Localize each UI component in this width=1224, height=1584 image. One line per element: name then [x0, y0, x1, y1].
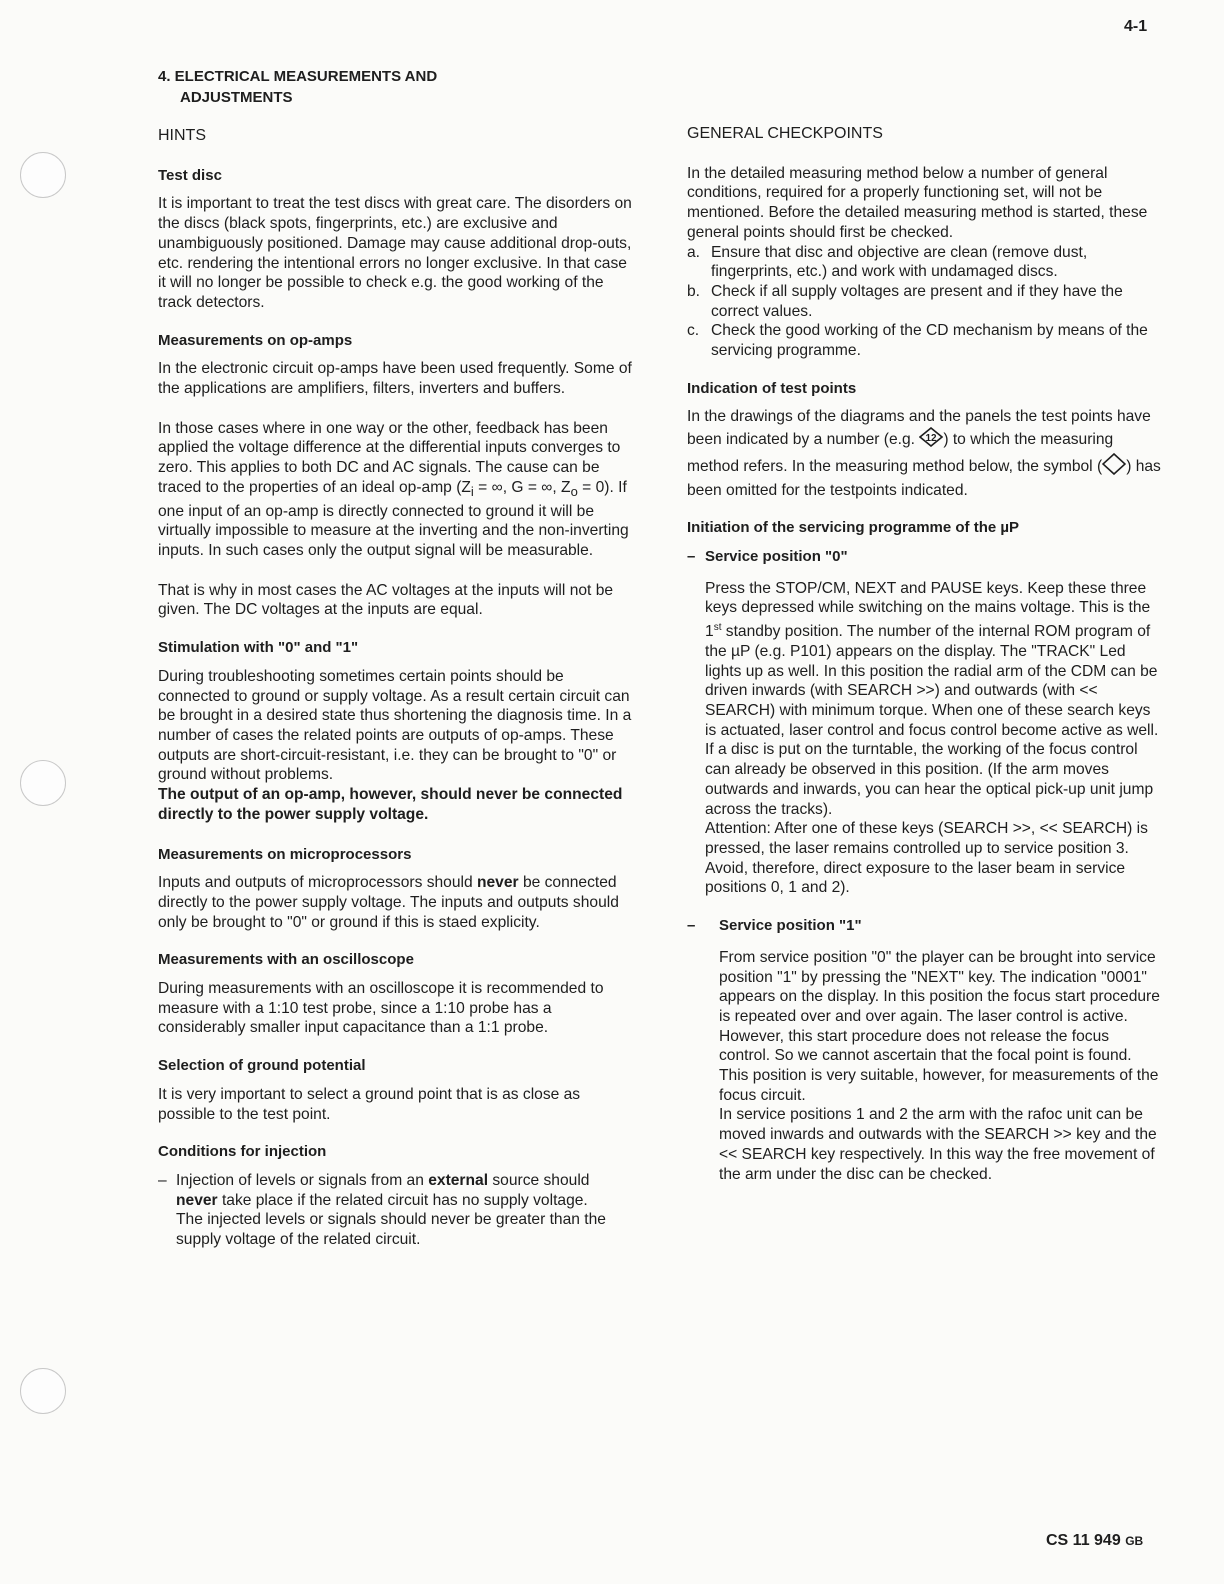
right-column	[687, 124, 1161, 1184]
section-heading-general-checkpoints: GENERAL CHECKPOINTS	[687, 125, 883, 142]
service-position-0-heading: – Service position "0"	[687, 547, 848, 565]
numbered-testpoint-symbol	[919, 427, 943, 453]
page-number: 4-1	[1124, 18, 1148, 35]
stimulation-text: During troubleshooting sometimes certain points should be connected to ground or supply voltage. As a result certain circuit can be brought in a desired state thus shortening the diagnosis time. In a number of cases the related points are outputs of op-amps. These outputs are short-circuit-resistant, i.e. they can be brought to "0" or ground without problems.	[158, 667, 632, 784]
injection-text-1: Injection of levels or signals from an external source should never take place if the related circuit has no supply voltage.	[176, 1171, 590, 1209]
service-position-1-heading: – Service position "1"	[687, 917, 862, 935]
svg-text:12: 12	[925, 433, 937, 445]
injection-text-2: The injected levels or signals should never be greater than the supply voltage of the related circuit.	[176, 1211, 606, 1249]
heading-ground-potential: Selection of ground potential	[158, 1057, 366, 1075]
injection-list-item	[158, 1171, 634, 1250]
service-position-0-text: Press the STOP/CM, NEXT and PAUSE keys. Keep these three keys depressed while switching on the mains voltage. This is the 1st standby position. The number of the internal ROM program of the µP (e.g. P101) appears on the display. The "TRACK" Led lights up as well. In this position the radial arm of the CDM can be driven inwards (with SEARCH >>) and outwards (with << SEARCH) with minimum torque. When one of these search keys is actuated, laser control and focus control become active as well. If a disc is put on the turntable, the working of the focus control can already be observed in this position. (If the arm moves outwards and inwards, you can hear the optical pick-up unit jump across the tracks).	[705, 579, 1159, 818]
test-disc-text: It is important to treat the test discs with great care. The disorders on the discs (black spots, fingerprints, etc.) are exclusive and unambiguously positioned. Damage may cause additional drop-outs, etc. rendering the intentional errors no longer exclusive. In that case it will no longer be possible to check e.g. the good working of the track detectors.	[158, 195, 632, 311]
checkpoints-intro: In the detailed measuring method below a number of general conditions, required for a properly functioning set, will not be mentioned. Before the detailed measuring method is started, these general points should first be checked.	[687, 164, 1148, 241]
chapter-title-line2: ADJUSTMENTS	[180, 89, 293, 106]
heading-microprocessors: Measurements on microprocessors	[158, 845, 412, 863]
checkpoints-list	[687, 243, 1161, 361]
chapter-title-line1: 4. ELECTRICAL MEASUREMENTS AND	[158, 68, 438, 85]
stimulation-warning: The output of an op-amp, however, should never be connected directly to the power supply voltage.	[158, 786, 623, 823]
document-code: CS 11 949 GB	[1046, 1532, 1144, 1549]
microprocessors-text: Inputs and outputs of microprocessors should never be connected directly to the power supply voltage. The inputs and outputs should only be brought to "0" or ground if this is staed explicity.	[158, 874, 619, 931]
binder-hole-top	[20, 152, 66, 198]
checkpoint-item: b. Check if all supply voltages are present and if they have the correct values.	[687, 282, 1123, 320]
op-amps-paragraph-1: In the electronic circuit op-amps have been used frequently. Some of the applications are amplifiers, filters, inverters and buffers.	[158, 360, 632, 398]
service-position-1-text-2: However, this start procedure does not release the focus control. So we cannot ascertain that the focal point is found. This position is very suitable, however, for measurements of the focus circuit.	[719, 1027, 1159, 1104]
list-dash: –	[687, 547, 696, 565]
op-amps-paragraph-3: That is why in most cases the AC voltages at the inputs will not be given. The DC voltages at the inputs are equal.	[158, 581, 614, 619]
heading-test-disc: Test disc	[158, 166, 222, 184]
checkpoint-item: a. Ensure that disc and objective are clean (remove dust, fingerprints, etc.) and work with undamaged discs.	[687, 243, 1088, 281]
op-amps-paragraph-2: In those cases where in one way or the other, feedback has been applied the voltage difference at the differential inputs converges to zero. This applies to both DC and AC signals. The cause can be traced to the properties of an ideal op-amp ($Z_i$ = ∞, G = ∞, $Z_o = 0$). If one input of an op-amp is directly connected to ground it will be virtually impossible to measure at the inverting and the non-inverting inputs. In such cases only the output signal will be measurable.	[158, 419, 629, 560]
heading-servicing-programme: Initiation of the servicing programme of the µP	[687, 519, 1020, 537]
chapter-title	[158, 66, 437, 108]
service-position-1-text-1: From service position "0" the player can be brought into service position "1" by pressing the "NEXT" key. The indication "0001" appears on the display. In this position the focus start procedure is repeated over and over again. The laser control is active.	[719, 948, 1160, 1025]
ground-potential-text: It is very important to select a ground point that is as close as possible to the test point.	[158, 1085, 581, 1123]
heading-oscilloscope: Measurements with an oscilloscope	[158, 951, 414, 969]
binder-hole-bottom	[20, 1368, 66, 1414]
heading-op-amps: Measurements on op-amps	[158, 331, 353, 349]
test-points-text: In the drawings of the diagrams and the panels the test points have been indicated by a number (e.g. 12 ) to which the measuring method refers. In the measuring method below, the symbol ( ) has been omitted for the testpoints indicated.	[687, 408, 1161, 499]
binder-hole-middle	[20, 760, 66, 806]
left-column	[158, 126, 634, 1250]
list-dash: –	[687, 917, 696, 935]
oscilloscope-text: During measurements with an oscilloscope it is recommended to measure with a 1:10 test probe, since a 1:10 probe has a considerably smaller input capacitance than a 1:1 probe.	[158, 980, 604, 1037]
service-position-0-attention: Attention: After one of these keys (SEARCH >>, << SEARCH) is pressed, the laser remains controlled up to service position 3. Avoid, therefore, direct exposure to the laser beam in service positions 0, 1 and 2).	[705, 820, 1148, 897]
heading-test-points: Indication of test points	[687, 379, 857, 397]
heading-stimulation: Stimulation with "0" and "1"	[158, 639, 359, 657]
service-position-1-text-3: In service positions 1 and 2 the arm with the rafoc unit can be moved inwards and outwards with the SEARCH >> key and the << SEARCH key respectively. In this way the free movement of the arm under the disc can be checked.	[719, 1106, 1157, 1183]
testpoint-diamond-icon	[1102, 453, 1126, 481]
section-heading-hints: HINTS	[158, 127, 206, 144]
service-position-1-body	[687, 948, 1161, 1184]
heading-injection: Conditions for injection	[158, 1143, 327, 1161]
service-position-0-body	[687, 579, 1161, 898]
list-dash: –	[158, 1171, 167, 1189]
checkpoint-item: c. Check the good working of the CD mechanism by means of the servicing programme.	[687, 322, 1148, 360]
